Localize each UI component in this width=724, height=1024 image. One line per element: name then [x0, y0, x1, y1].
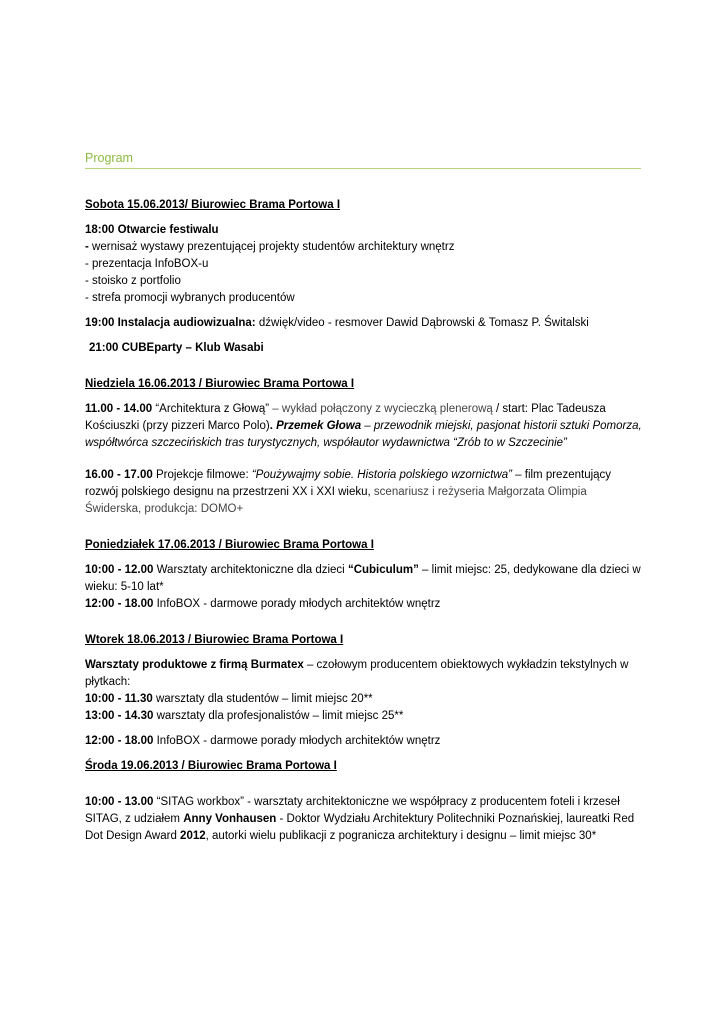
day-title-wednesday: Środa 19.06.2013 / Biurowiec Brama Portowa I: [85, 760, 337, 772]
day-title-tuesday: Wtorek 18.06.2013 / Biurowiec Brama Portowa I: [85, 634, 344, 646]
wed-time-1: 10:00 - 13.00: [85, 796, 154, 808]
mon-event-1-title: “Cubiculum”: [347, 564, 419, 576]
installation-label: 19:00 Instalacja audiowizualna:: [85, 317, 256, 329]
tue-workshops-text: – czołowym producentem obiektowych wykładzin tekstylnych w płytkach:: [85, 659, 629, 688]
wed-event-1-year: 2012: [180, 830, 206, 842]
mon-time-2: 12:00 - 18.00: [85, 598, 154, 610]
tue-time-3: 12:00 - 18.00: [85, 735, 154, 747]
sun-event-1-desc: – wykład połączony z wycieczką plenerową: [269, 403, 493, 415]
sun-event-1-sep: .: [269, 420, 277, 432]
sun-event-2-film: “Poużywajmy sobie. Historia polskiego wzornictwa”: [251, 469, 512, 481]
tue-workshops-intro: [85, 657, 645, 691]
installation-line: [85, 315, 645, 332]
mon-event-2-text: InfoBOX - darmowe porady młodych architektów wnętrz: [153, 598, 441, 610]
section-heading: Program: [85, 151, 641, 169]
sat-item-3: - stoisko z portfolio: [85, 275, 181, 287]
sat-item-4: - strefa promocji wybranych producentów: [85, 292, 295, 304]
tue-event-3: [85, 733, 645, 750]
sun-time-1: 11.00 - 14.00: [85, 403, 153, 415]
wed-event-1-speaker-desc: - Doktor Wydziału Architektury Politechniki Poznańskiej, laureatki Red Dot Design Award: [85, 813, 635, 842]
tue-event-1: [85, 691, 645, 708]
tue-workshops-label: Warsztaty produktowe z firmą Burmatex: [85, 659, 304, 671]
mon-event-1-desc: – limit miejsc: 25, dedykowane dla dzieci w wieku: 5-10 lat*: [85, 564, 641, 593]
wed-event-1-tail: , autorki wielu publikacji z pogranicza architektury i designu – limit miejsc 30*: [205, 830, 597, 842]
tue-time-1: 10:00 - 11.30: [85, 693, 153, 705]
sun-event-2-desc: – film prezentujący rozwój polskiego designu na przestrzeni XX i XXI wieku,: [85, 469, 612, 498]
sun-event-1-guide: Przemek Głowa: [276, 420, 362, 432]
party-line: [85, 340, 645, 357]
wed-event-1: [85, 794, 645, 845]
mon-event-1-text: Warsztaty architektoniczne dla dzieci: [153, 564, 348, 576]
program-content: [85, 197, 645, 845]
sat-item-2: - prezentacja InfoBOX-u: [85, 258, 209, 270]
party-label: 21:00 CUBEparty – Klub Wasabi: [89, 342, 264, 354]
opening-line: [85, 222, 645, 239]
mon-event-2: [85, 596, 645, 613]
sun-event-1: [85, 401, 645, 452]
tue-event-2: [85, 708, 645, 725]
opening-label: 18:00 Otwarcie festiwalu: [85, 224, 219, 236]
sun-event-1-place: / start: Plac Tadeusza Kościuszki (przy pizzeri Marco Polo): [85, 403, 606, 432]
tue-event-3-text: InfoBOX - darmowe porady młodych architektów wnętrz: [153, 735, 441, 747]
mon-time-1: 10:00 - 12.00: [85, 564, 154, 576]
wed-event-1-text: “SITAG workbox” - warsztaty architektoniczne we współpracy z producentem foteli i krzeseł SITAG, z udziałem: [85, 796, 620, 825]
day-title-sunday: Niedziela 16.06.2013 / Biurowiec Brama Portowa I: [85, 378, 355, 390]
installation-text: dźwięk/video - resmover Dawid Dąbrowski & Tomasz P. Świtalski: [255, 317, 589, 329]
bullet-dash: -: [85, 241, 89, 253]
sun-event-1-title: “Architektura z Głową”: [152, 403, 270, 415]
sun-event-2-label: Projekcje filmowe:: [152, 469, 252, 481]
day-title-saturday: Sobota 15.06.2013/ Biurowiec Brama Portowa I: [85, 199, 341, 211]
sat-item-1-text: wernisaż wystawy prezentującej projekty studentów architektury wnętrz: [88, 241, 455, 253]
sun-event-1-guide-desc: – przewodnik miejski, pasjonat historii sztuki Pomorza, współtwórca szczecińskich tras turystycznych, współautor wydawnictwa “Zrób to w Szczecinie”: [85, 420, 642, 449]
sat-item-1: [85, 239, 645, 256]
day-title-monday: Poniedziałek 17.06.2013 / Biurowiec Brama Portowa I: [85, 539, 374, 551]
sun-event-2: [85, 467, 645, 518]
tue-event-1-text: warsztaty dla studentów – limit miejsc 20**: [152, 693, 373, 705]
tue-time-2: 13:00 - 14.30: [85, 710, 154, 722]
sun-time-2: 16.00 - 17.00: [85, 469, 153, 481]
mon-event-1: [85, 562, 645, 596]
tue-event-2-text: warsztaty dla profesjonalistów – limit miejsc 25**: [153, 710, 404, 722]
wed-event-1-speaker: Anny Vonhausen: [183, 813, 277, 825]
sun-event-2-credits: scenariusz i reżyseria Małgorzata Olimpia Świderska, produkcja: DOMO+: [85, 486, 587, 515]
